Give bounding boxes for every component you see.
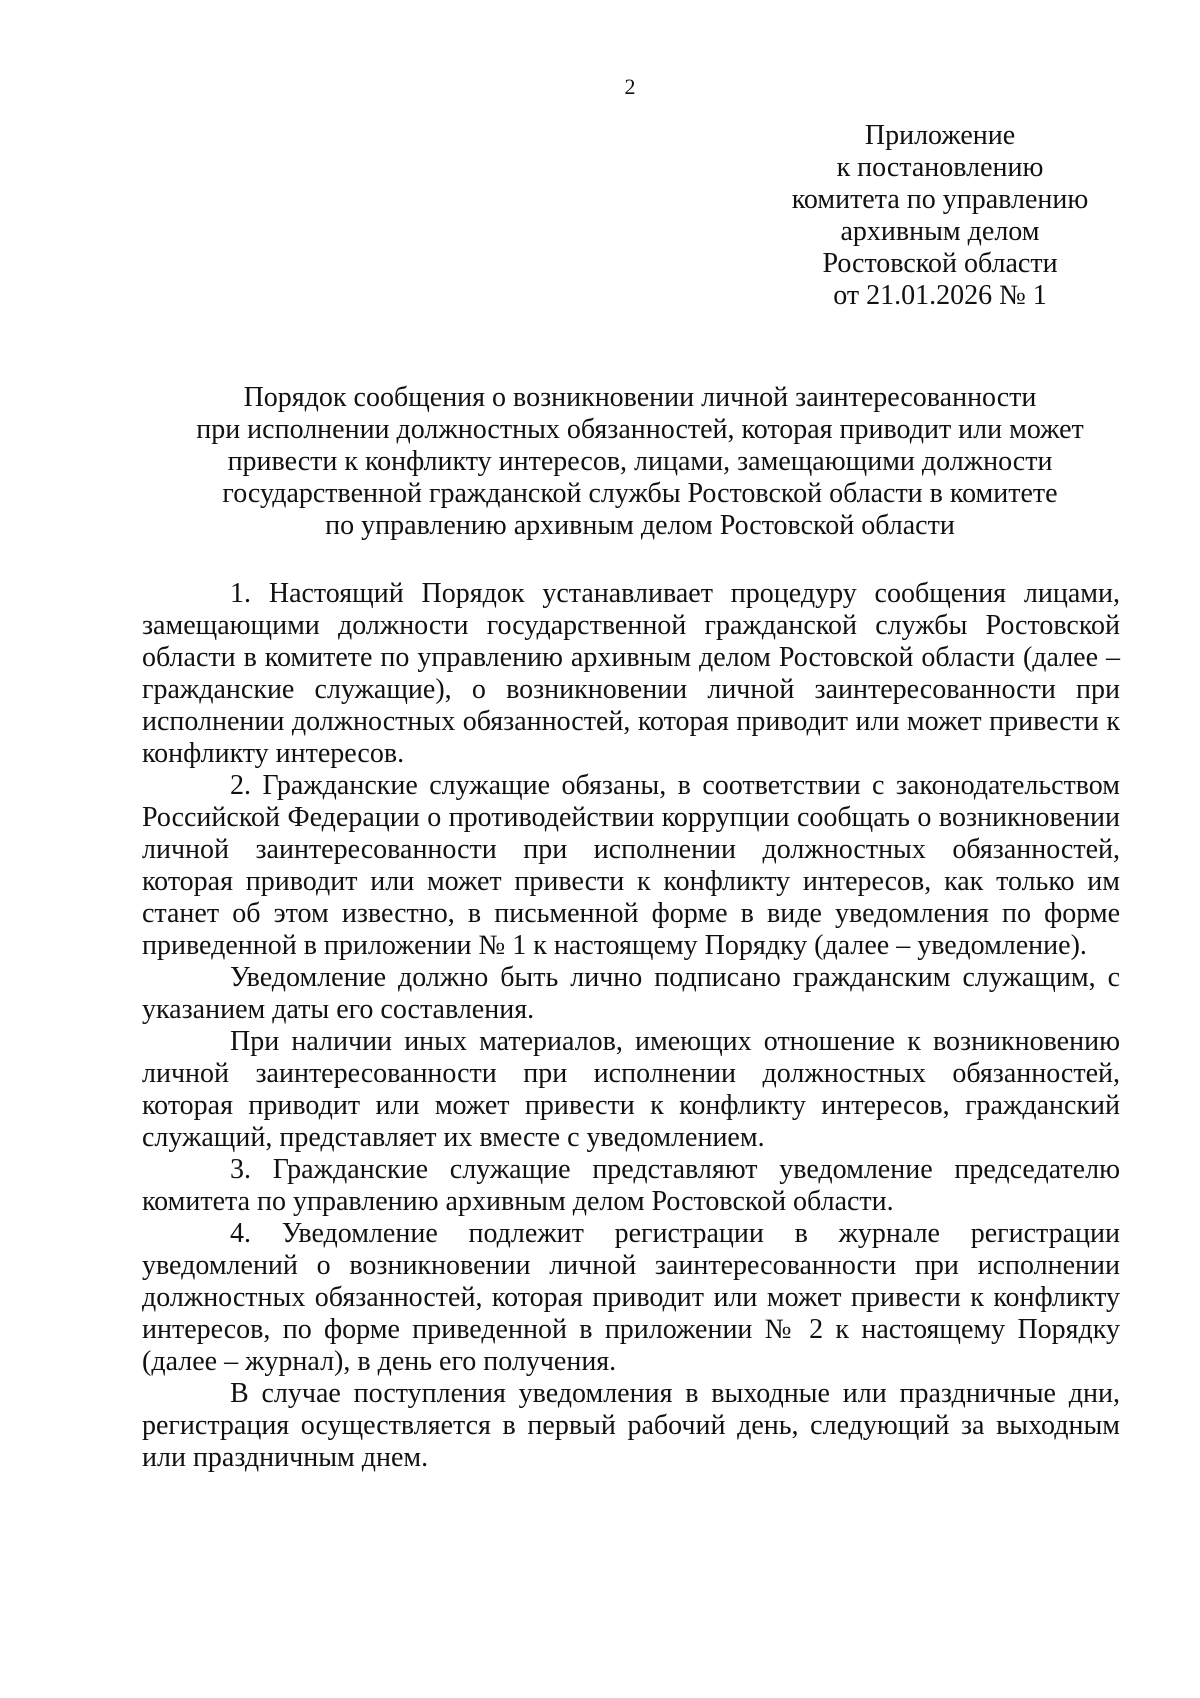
paragraph-4: 4. Уведомление подлежит регистрации в журнале регистрации уведомлений о возникновении личной заинтересованности при исполнении должностных обязанностей, которая приводит или может привести к конфликту интересов, по форме приведенной в приложении № 2 к настоящему Порядку (далее – журнал), в день его получения.: [142, 1218, 1120, 1377]
appendix-line: от 21.01.2026 № 1: [833, 280, 1047, 311]
appendix-line: к постановлению: [836, 152, 1044, 183]
paragraph-2-signature-note: Уведомление должно быть лично подписано гражданским служащим, с указанием даты его составления.: [142, 962, 1120, 1025]
page-number: 2: [624, 74, 636, 99]
title-line: по управлению архивным делом Ростовской области: [325, 510, 955, 541]
paragraph-3: 3. Гражданские служащие представляют уведомление председателю комитета по управлению архивным делом Ростовской области.: [142, 1154, 1120, 1217]
paragraph-4-holiday-note: В случае поступления уведомления в выходные или праздничные дни, регистрация осуществляется в первый рабочий день, следующий за выходным или праздничным днем.: [142, 1378, 1120, 1473]
paragraph-2-materials-note: При наличии иных материалов, имеющих отношение к возникновению личной заинтересованности при исполнении должностных обязанностей, которая приводит или может привести к конфликту интересов, гражданский служащий, представляет их вместе с уведомлением.: [142, 1026, 1120, 1153]
title-line: государственной гражданской службы Ростовской области в комитете: [222, 478, 1058, 509]
title-line: Порядок сообщения о возникновении личной заинтересованности: [243, 382, 1037, 413]
document-body: [142, 578, 1120, 1474]
title-line: привести к конфликту интересов, лицами, замещающими должности: [227, 446, 1053, 477]
appendix-line: комитета по управлению: [791, 184, 1089, 215]
appendix-line: Приложение: [864, 120, 1016, 151]
paragraph-2: 2. Гражданские служащие обязаны, в соответствии с законодательством Российской Федерации о противодействии коррупции сообщать о возникновении личной заинтересованности при исполнении должностных обязанностей, которая приводит или может привести к конфликту интересов, как только им станет об этом известно, в письменной форме в виде уведомления по форме приведенной в приложении № 1 к настоящему Порядку (далее – уведомление).: [142, 770, 1120, 961]
title-line: при исполнении должностных обязанностей, которая приводит или может: [196, 414, 1084, 445]
appendix-line: Ростовской области: [822, 248, 1058, 279]
appendix-header: [760, 120, 1120, 312]
appendix-line: архивным делом: [840, 216, 1040, 247]
paragraph-1: 1. Настоящий Порядок устанавливает процедуру сообщения лицами, замещающими должности государственной гражданской службы Ростовской области в комитете по управлению архивным делом Ростовской области (далее – гражданские служащие), о возникновении личной заинтересованности при исполнении должностных обязанностей, которая приводит или может привести к конфликту интересов.: [142, 578, 1120, 769]
document-title: [140, 382, 1140, 542]
